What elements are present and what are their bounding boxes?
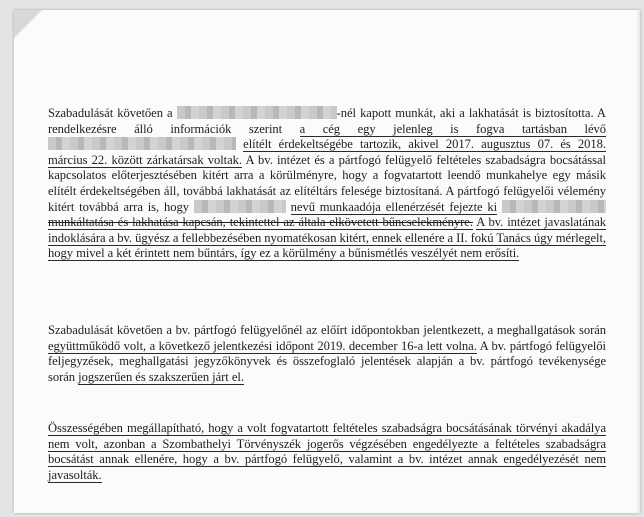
- p1-underlined-3: nevű munkaadója ellenérzését fejezte ki: [290, 199, 498, 214]
- redacted-company-name: [177, 106, 337, 119]
- p2-text-2: A bv. pártfogó felügyelői feljegyzések, meghallgatási jegyzőkönyvek és összefoglaló jelentések alapján a bv. pártfogó tevékenysége során: [48, 338, 607, 384]
- scan-edge: [637, 10, 640, 513]
- p1-underlined-2: elítélt érdekeltségébe tartozik, akivel 2017. augusztus 07. és 2018. március 22. között zárkatársak voltak.: [48, 137, 606, 167]
- p3-text-1: Összességében megállapítható, hogy a volt fogvatartott feltételes szabadságra bocsátásának törvényi akadálya nem volt, azonban a Szombathelyi Törvényszék jogerős végzésében engedélyezte a feltételes szabadságra bocsátást annak ellenére, hogy a bv. pártfogó felügyelő, valamint a bv. intézet annak engedélyezését nem javasolták.: [48, 421, 606, 482]
- paragraph-1: [48, 106, 606, 262]
- page-corner-shadow: [14, 10, 42, 38]
- redacted-person-name-2: [502, 200, 606, 213]
- p1-underlined-4: munkáltatása és lakhatása kapcsán, tekintettel az általa elkövetett bűncselekményre.: [48, 215, 473, 230]
- p1-text-3: A bv. intézet és a pártfogó felügyelő feltételes szabadságra bocsátással kapcsolatos előterjesztésében kitért arra a körülményre, hogy a fogvatartott leendő munkahelye egy másik elítélt érdekeltségében áll, továbbá lakhatását az elítéltárs felesége biztosítaná. A pártfogó felügyelői vélemény kitért továbbá arra is, hogy: [48, 152, 606, 214]
- paragraph-3: [48, 421, 606, 483]
- scanned-document-page: [14, 10, 640, 513]
- p1-underlined-1: a cég egy jelenleg is fogva tartásban lévő: [299, 121, 606, 136]
- p1-text-1: Szabadulását követően a: [48, 106, 173, 120]
- p2-underlined-1: együttműködő volt, a következő jelentkezési időpont 2019. december 16-a lett volna.: [48, 338, 477, 353]
- redacted-employer-name: [194, 200, 286, 213]
- paragraph-2: [48, 323, 606, 385]
- p2-underlined-2: jogszerűen és szakszerűen járt el.: [78, 369, 244, 384]
- p1-text-2: -nél kapott munkát, aki a lakhatását is biztosította. A rendelkezésre álló információk szerint: [48, 106, 606, 136]
- p2-text-1: Szabadulását követően a bv. pártfogó felügyelőnél az előírt időpontokban jelentkezett, a meghallgatások során: [48, 323, 606, 337]
- p1-underlined-5: A bv. intézet javaslatának indoklására a bv. ügyész a fellebbezésében nyomatékosan kitért, ennek ellenére a II. fokú Tanács úgy mérlegelt, hogy mivel a két érintett nem bűntárs, így ez a körülmény a bűnismétlés veszélyét nem erősíti.: [48, 215, 606, 261]
- redacted-person-name: [48, 137, 236, 150]
